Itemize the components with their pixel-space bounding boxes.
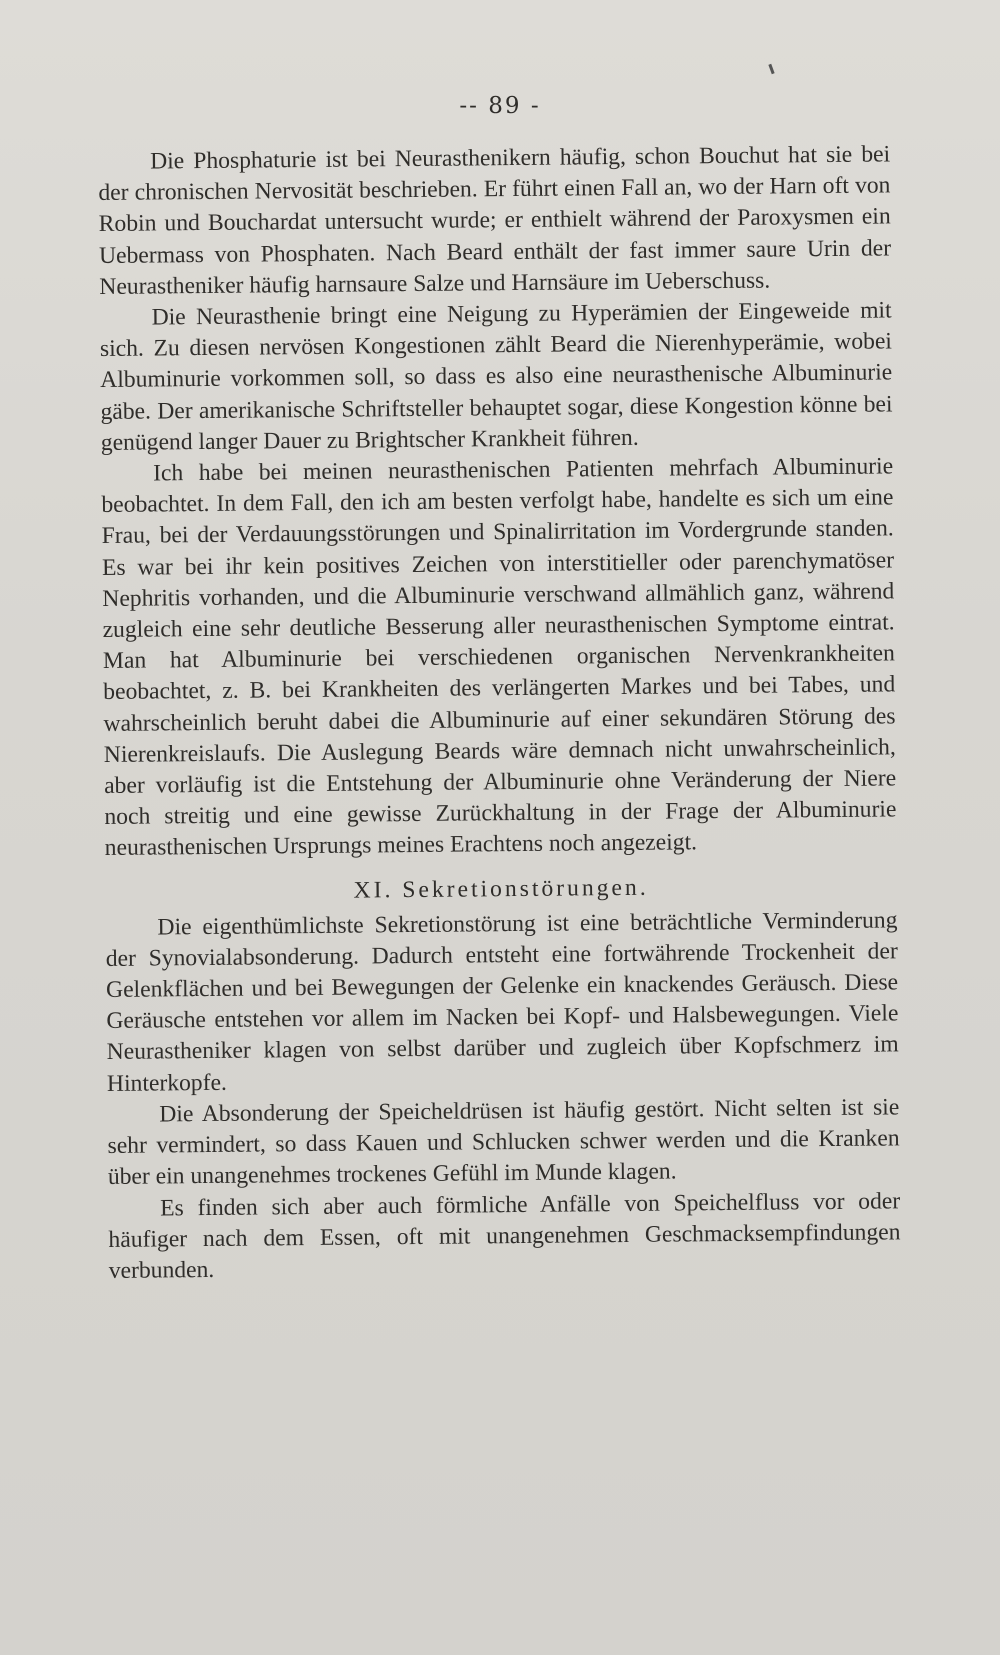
page-number: -- 89 - bbox=[459, 93, 541, 119]
paragraph-phosphaturie: Die Phosphaturie ist bei Neurasthenikern häufig, schon Bouchut hat sie bei der chronischen Nervosität beschrieben. Er führt einen Fall an, wo der Harn oft von Robin und Bouchardat untersucht wurde; er enthielt während der Paroxysmen ein Uebermass von Phosphaten. Nach Beard enthält der fast immer saure Urin der Neurastheniker häufig harnsaure Salze und Harnsäure im Ueberschuss. bbox=[98, 141, 892, 300]
paragraph-synovialabsonderung: Die eigenthümlichste Sekretionstörung ist eine beträchtliche Verminderung der Synovialabsonderung. Dadurch entsteht eine fortwährende Trockenheit der Gelenkflächen und bei Bewegungen der Gelenke ein knackendes Geräusch. Diese Geräusche entstehen vor allem im Nacken bei Kopf- und Halsbewegungen. Viele Neurastheniker klagen von selbst darüber und zugleich über Kopfschmerz im Hinterkopfe. bbox=[105, 907, 899, 1097]
page-body bbox=[98, 139, 901, 1287]
paragraph-speicheldruesen: Die Absonderung der Speicheldrüsen ist häufig gestört. Nicht selten ist sie sehr vermindert, so dass Kauen und Schlucken schwer werden und die Kranken über ein unangenehmes trockenes Gefühl im Munde klagen. bbox=[107, 1094, 900, 1191]
paragraph-albuminurie: Ich habe bei meinen neurasthenischen Patienten mehrfach Albuminurie beobachtet. In dem Fall, den ich am besten verfolgt habe, handelte es sich um eine Frau, bei der Verdauungsstörungen und Spinalirritation im Vordergrunde standen. Es war bei ihr kein positives Zeichen von interstitieller oder parenchymatöser Nephritis vorhanden, und die Albuminurie verschwand allmählich ganz, während zugleich eine sehr deutliche Besserung aller neurasthenischen Symptome eintrat. Man hat Albuminurie bei verschiedenen organischen Nervenkrankheiten beobachtet, z. B. bei Krankheiten des verlängerten Markes und bei Tabes, und wahrscheinlich beruht dabei die Albuminurie auf einer sekundären Störung des Nierenkreislaufs. Die Auslegung Beards wäre demnach nicht unwahrscheinlich, aber vorläufig ist die Entstehung der Albuminurie ohne Veränderung der Niere noch streitig und eine gewisse Zurückhaltung in der Frage der Albuminurie neurasthenischen Ursprungs meines Erachtens noch angezeigt. bbox=[101, 453, 897, 862]
paragraph-speichelfluss: Es finden sich aber auch förmliche Anfälle von Speichelfluss vor oder häufiger nach dem Essen, oft mit unangenehmen Geschmacksempfindungen verbunden. bbox=[108, 1187, 901, 1284]
ink-mark bbox=[768, 64, 774, 74]
paragraph-hyperaemie: Die Neurasthenie bringt eine Neigung zu Hyperämien der Eingeweide mit sich. Zu diesen nervösen Kongestionen zählt Beard die Nierenhyperämie, wobei Albuminurie vorkommen soll, so dass es also eine neurasthenische Albuminurie gäbe. Der amerikanische Schriftsteller behauptet sogar, diese Kongestion könne bei genügend langer Dauer zu Brightscher Krankheit führen. bbox=[99, 297, 893, 456]
section-heading: XI. Sekretionstörungen. bbox=[353, 874, 649, 904]
